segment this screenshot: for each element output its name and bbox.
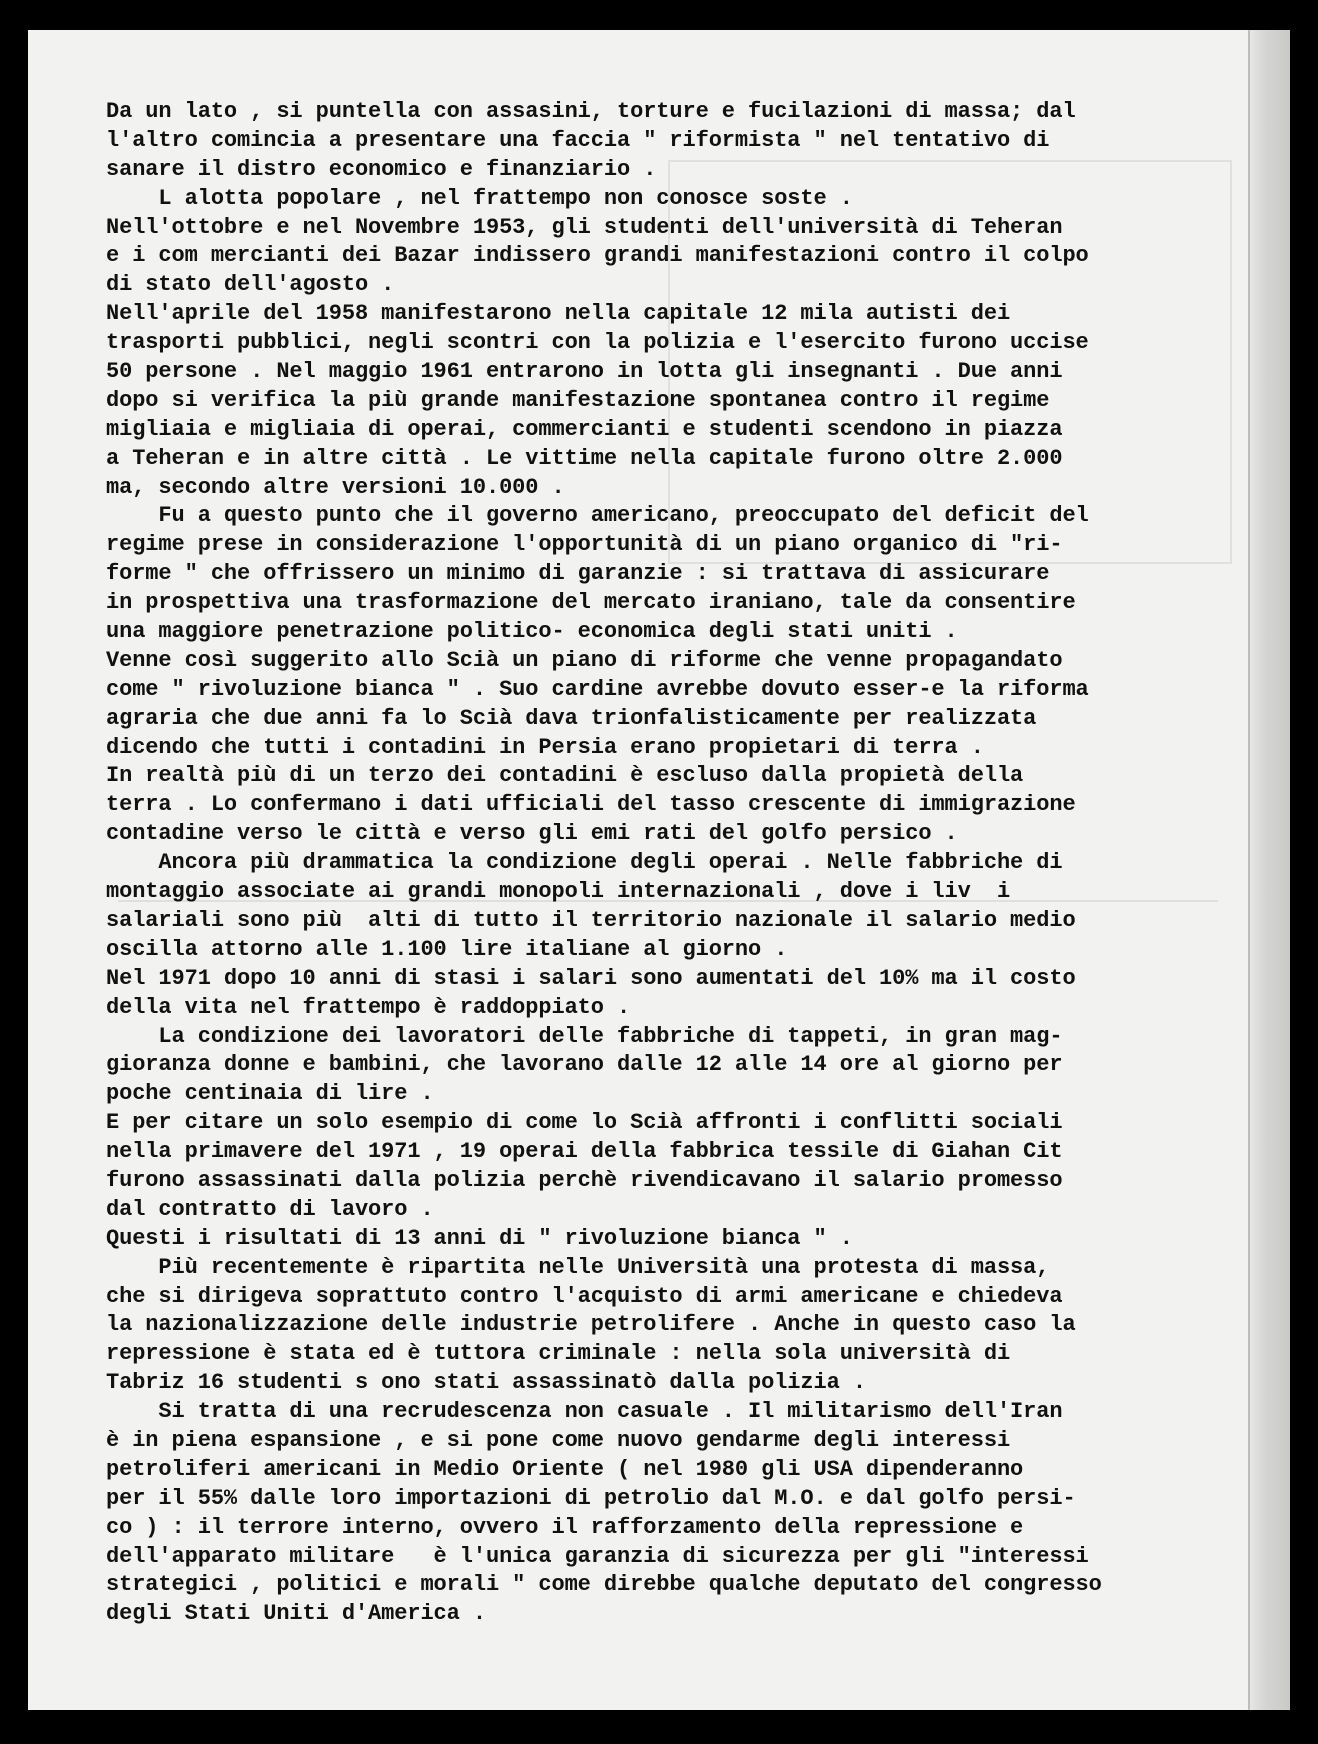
text-line: per il 55% dalle loro importazioni di petrolio dal M.O. e dal golfo persi- (106, 1485, 1076, 1511)
text-line: L alotta popolare , nel frattempo non conosce soste . (106, 185, 853, 211)
text-line: contadine verso le città e verso gli emi rati del golfo persico . (106, 821, 958, 847)
text-line: salariali sono più alti di tutto il territorio nazionale il salario medio (106, 907, 1076, 933)
text-line: migliaia e migliaia di operai, commercianti e studenti scendono in piazza (106, 416, 1063, 442)
text-line: dell'apparato militare è l'unica garanzia di sicurezza per gli "interessi (106, 1543, 1089, 1569)
text-line: la nazionalizzazione delle industrie petrolifere . Anche in questo caso la (106, 1312, 1076, 1338)
text-line: gioranza donne e bambini, che lavorano dalle 12 alle 14 ore al giorno per (106, 1052, 1063, 1078)
text-line: l'altro comincia a presentare una faccia " riformista " nel tentativo di (106, 127, 1050, 153)
text-line: dicendo che tutti i contadini in Persia erano propietari di terra . (106, 734, 984, 760)
text-line: nella primavere del 1971 , 19 operai della fabbrica tessile di Giahan Cit (106, 1139, 1063, 1165)
text-line: poche centinaia di lire . (106, 1081, 434, 1107)
text-line: Nell'aprile del 1958 manifestarono nella capitale 12 mila autisti dei (106, 301, 1011, 327)
text-line: una maggiore penetrazione politico- economica degli stati uniti . (106, 619, 958, 645)
text-line: di stato dell'agosto . (106, 272, 395, 298)
text-line: Fu a questo punto che il governo americano, preoccupato del deficit del (106, 503, 1089, 529)
text-line: montaggio associate ai grandi monopoli internazionali , dove i liv i (106, 879, 1011, 905)
text-line: Nell'ottobre e nel Novembre 1953, gli studenti dell'università di Teheran (106, 214, 1063, 240)
text-line: dopo si verifica la più grande manifestazione spontanea contro il regime (106, 387, 1050, 413)
text-line: 50 persone . Nel maggio 1961 entrarono in lotta gli insegnanti . Due anni (106, 359, 1063, 385)
document-body (106, 98, 1286, 1629)
text-line: Più recentemente è ripartita nelle Università una protesta di massa, (106, 1254, 1050, 1280)
text-line: forme " che offrissero un minimo di garanzie : si trattava di assicurare (106, 561, 1050, 587)
document-page (28, 30, 1290, 1710)
text-line: in prospettiva una trasformazione del mercato iraniano, tale da consentire (106, 590, 1076, 616)
text-line: terra . Lo confermano i dati ufficiali del tasso crescente di immigrazione (106, 792, 1076, 818)
text-line: sanare il distro economico e finanziario . (106, 156, 657, 182)
text-line: oscilla attorno alle 1.100 lire italiane al giorno . (106, 936, 788, 962)
text-line: Ancora più drammatica la condizione degli operai . Nelle fabbriche di (106, 850, 1063, 876)
text-line: della vita nel frattempo è raddoppiato . (106, 994, 631, 1020)
text-line: petroliferi americani in Medio Oriente ( nel 1980 gli USA dipenderanno (106, 1456, 1024, 1482)
text-line: come " rivoluzione bianca " . Suo cardine avrebbe dovuto esser-e la riforma (106, 676, 1089, 702)
text-line: repressione è stata ed è tuttora criminale : nella sola università di (106, 1341, 1011, 1367)
text-line: dal contratto di lavoro . (106, 1196, 434, 1222)
text-line: co ) : il terrore interno, ovvero il rafforzamento della repressione e (106, 1514, 1024, 1540)
text-line: regime prese in considerazione l'opportunità di un piano organico di "ri- (106, 532, 1063, 558)
text-line: La condizione dei lavoratori delle fabbriche di tappeti, in gran mag- (106, 1023, 1063, 1049)
text-line: Da un lato , si puntella con assasini, torture e fucilazioni di massa; dal (106, 99, 1076, 124)
text-line: Si tratta di una recrudescenza non casuale . Il militarismo dell'Iran (106, 1399, 1063, 1425)
text-line: strategici , politici e morali " come direbbe qualche deputato del congresso (106, 1572, 1102, 1598)
text-line: Tabriz 16 studenti s ono stati assassinatò dalla polizia . (106, 1370, 866, 1396)
text-line: degli Stati Uniti d'America . (106, 1601, 486, 1627)
text-line: furono assassinati dalla polizia perchè rivendicavano il salario promesso (106, 1167, 1063, 1193)
text-line: ma, secondo altre versioni 10.000 . (106, 474, 565, 500)
text-line: Venne così suggerito allo Scià un piano di riforme che venne propagandato (106, 647, 1063, 673)
text-line: trasporti pubblici, negli scontri con la polizia e l'esercito furono uccise (106, 330, 1089, 356)
text-line: Nel 1971 dopo 10 anni di stasi i salari sono aumentati del 10% ma il costo (106, 965, 1076, 991)
text-line: E per citare un solo esempio di come lo Scià affronti i conflitti sociali (106, 1110, 1063, 1136)
text-line: a Teheran e in altre città . Le vittime nella capitale furono oltre 2.000 (106, 445, 1063, 471)
text-line: che si dirigeva soprattuto contro l'acquisto di armi americane e chiedeva (106, 1283, 1063, 1309)
text-line: In realtà più di un terzo dei contadini è escluso dalla propietà della (106, 763, 1024, 789)
text-line: Questi i risultati di 13 anni di " rivoluzione bianca " . (106, 1225, 853, 1251)
text-line: e i com mercianti dei Bazar indissero grandi manifestazioni contro il colpo (106, 243, 1089, 269)
text-line: è in piena espansione , e si pone come nuovo gendarme degli interessi (106, 1427, 1011, 1453)
text-line: agraria che due anni fa lo Scià dava trionfalisticamente per realizzata (106, 705, 1037, 731)
